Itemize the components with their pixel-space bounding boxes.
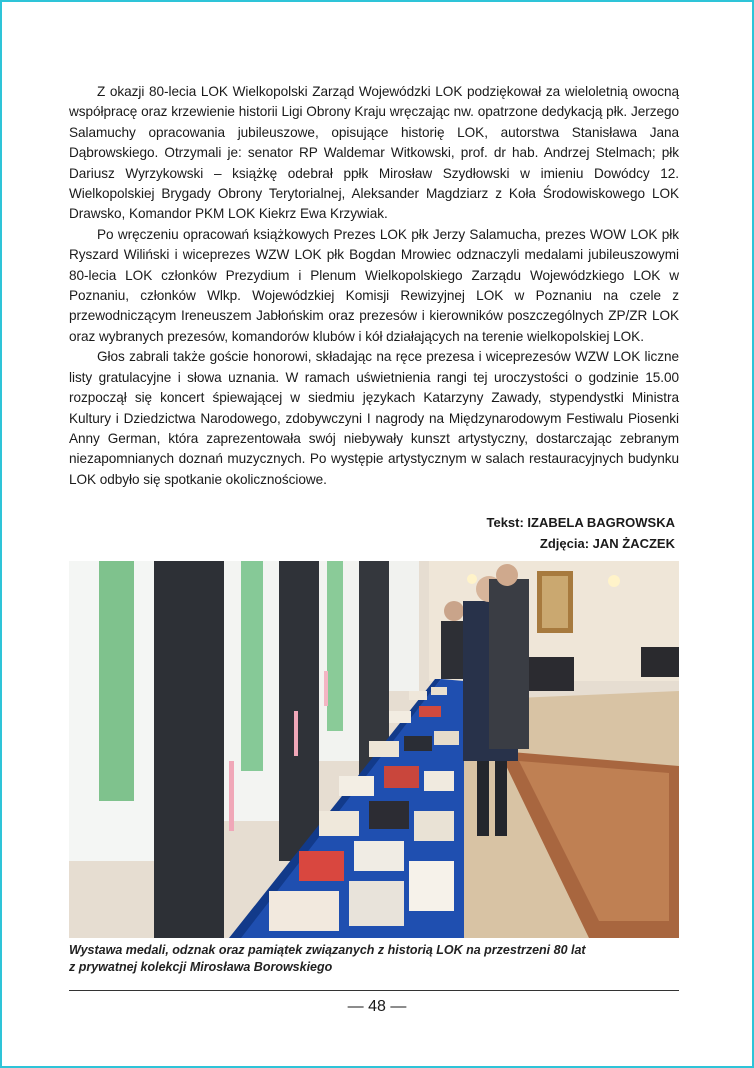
page-number: — 48 — <box>347 998 407 1015</box>
caption-line-1: Wystawa medali, odznak oraz pamiątek związanych z historią LOK na przestrzeni 80 lat <box>69 943 586 957</box>
paragraph-3: Głos zabrali także goście honorowi, składając na ręce prezesa i wiceprezesów WZW LOK liczne listy gratulacyjne i słowa uznania. W ramach uświetnienia rangi tej uroczystości o godzinie 15.00 rozpoczął się koncert śpiewającej w siedmiu językach Katarzyny Zawady, stypendystki Ministra Kultury i Dziedzictwa Narodowego, zdobywczyni I nagrody na Międzynarodowym Festiwalu Piosenki Anny German, która zaprezentowała swój niebywały kunszt artystyczny, dostarczając zebranym niezapomnianych doznań muzycznych. Po występie artystycznym w salach restauracyjnych budynku LOK odbyło się spotkanie okolicznościowe. <box>69 349 679 487</box>
caption-line-2: z prywatnej kolekcji Mirosława Borowskiego <box>69 959 333 974</box>
credits <box>487 512 676 554</box>
credit-photo: Zdjęcia: JAN ŻACZEK <box>539 536 675 551</box>
paragraph-1: Z okazji 80-lecia LOK Wielkopolski Zarząd Wojewódzki LOK podziękował za wieloletnią owocną współpracę oraz krzewienie historii Ligi Obrony Kraju wręczając nw. opatrzone dedykacją płk. Jerzego Salamuchy opracowania jubileuszowe, opisujące historię LOK, autorstwa Stanisława Jana Dąbrowskiego. Otrzymali je: senator RP Waldemar Witkowski, prof. dr hab. Andrzej Stelmach; płk Dariusz Wyrzykowski – książkę odebrał ppłk Mirosław Szydłowski w imieniu Dowódcy 12. Wielkopolskiej Brygady Obrony Terytorialnej, Aleksander Magdziarz z Koła Środowiskowego LOK Drawsko, Komandor PKM LOK Kiekrz Ewa Krzywiak. <box>69 84 679 222</box>
photo-caption <box>69 942 679 975</box>
credit-text: Tekst: IZABELA BAGROWSKA <box>486 515 675 530</box>
article-body <box>69 82 679 490</box>
footer-divider <box>69 990 679 991</box>
paragraph-2: Po wręczeniu opracowań książkowych Prezes LOK płk Jerzy Salamucha, prezes WOW LOK płk Ryszard Wiliński i wiceprezes WZW LOK płk Bogdan Mrowiec odznaczyli medalami jubileuszowymi 80-lecia LOK członków Prezydium i Plenum Wielkopolskiego Zarządu Wojewódzkiego LOK w Poznaniu, członków Wlkp. Wojewódzkiej Komisji Rewizyjnej LOK w Poznaniu na czele z przewodniczącym Ireneuszem Jabłońskim oraz prezesów i kierowników poszczególnych ZP/ZR LOK oraz wybranych prezesów, komandorów klubów i kół działających na terenie wielkopolskiej LOK. <box>69 226 679 344</box>
exhibition-photo <box>69 561 679 938</box>
